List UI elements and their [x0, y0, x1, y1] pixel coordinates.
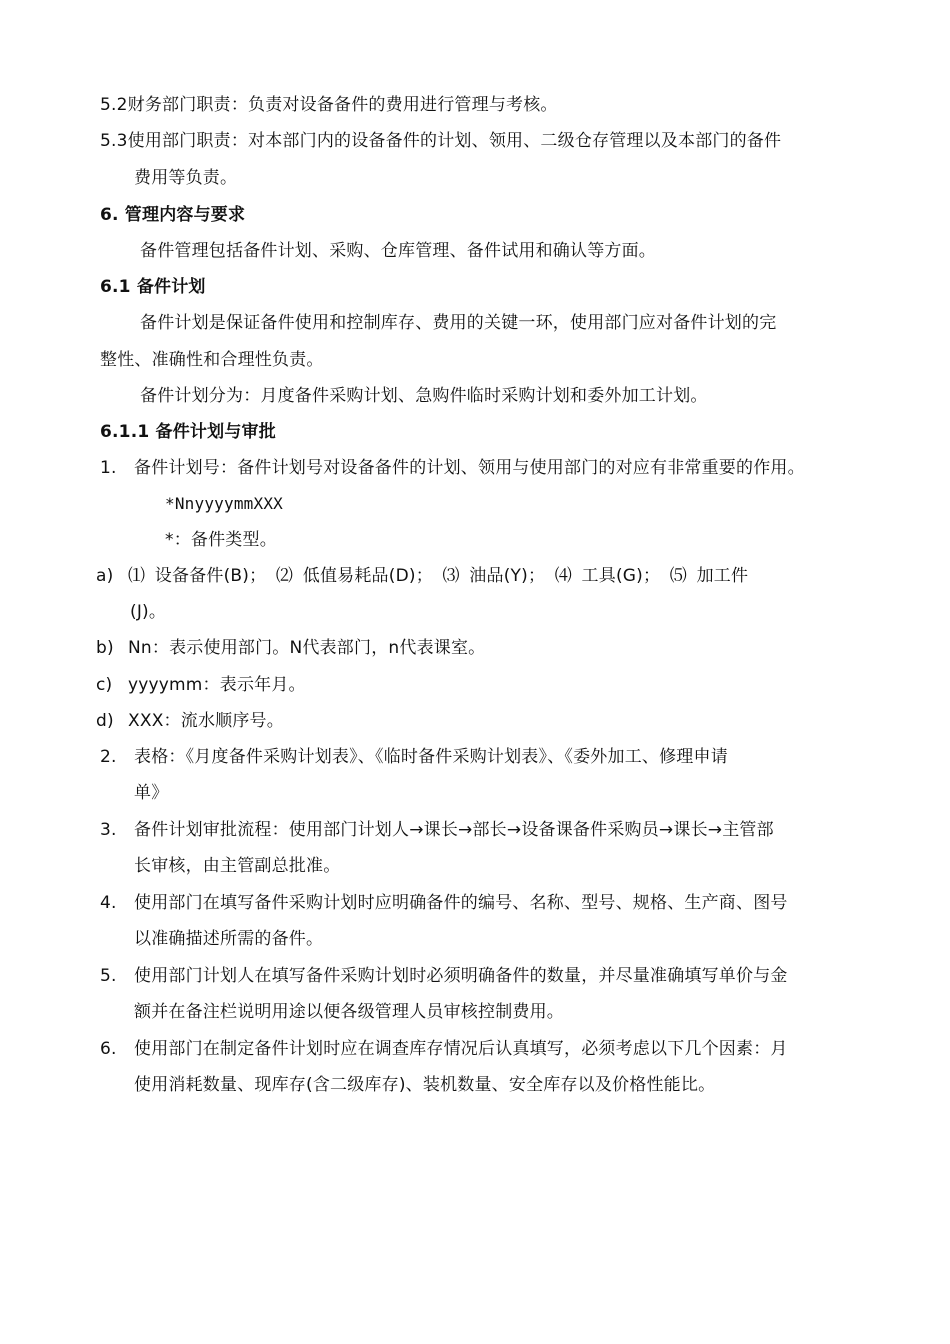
list-item-text: 备件计划审批流程：使用部门计划人→课长→部长→设备课备件采购员→课长→主管部 [134, 820, 774, 840]
sub-item-text: yyyymm：表示年月。 [128, 675, 306, 695]
list-item-text: 长审核，由主管副总批准。 [134, 856, 341, 876]
list-item-text: 使用部门在制定备件计划时应在调查库存情况后认真填写，必须考虑以下几个因素：月 [134, 1039, 788, 1059]
list-item-number: 4. [100, 893, 117, 913]
sub-item-text: ⑴ 设备备件(B)； ⑵ 低值易耗品(D)； ⑶ 油品(Y)； ⑷ 工具(G)； ⑸ 加工件 [128, 566, 749, 586]
section-5-2: 5.2财务部门职责：负责对设备备件的费用进行管理与考核。 [100, 95, 558, 115]
section-6-intro: 备件管理包括备件计划、采购、仓库管理、备件试用和确认等方面。 [140, 241, 656, 261]
list-item-number: 3. [100, 820, 117, 840]
list-item-text: 单》 [134, 783, 169, 803]
code-format: *NnyyyymmXXX [165, 494, 283, 513]
list-item-number: 5. [100, 966, 117, 986]
list-item-text: 额并在备注栏说明用途以便各级管理人员审核控制费用。 [134, 1002, 564, 1022]
sub-item-letter: a) [96, 566, 114, 586]
sub-item-text: Nn：表示使用部门。N代表部门，n代表课室。 [128, 638, 486, 658]
list-item-text: 备件计划号：备件计划号对设备备件的计划、领用与使用部门的对应有非常重要的作用。 [134, 458, 805, 478]
list-item-text: 使用消耗数量、现库存(含二级库存)、装机数量、安全库存以及价格性能比。 [134, 1075, 716, 1095]
sub-item-letter: d) [96, 711, 114, 731]
list-item-text: 使用部门在填写备件采购计划时应明确备件的编号、名称、型号、规格、生产商、图号 [134, 893, 788, 913]
section-6-heading: 6. 管理内容与要求 [100, 205, 246, 225]
list-item-text: 使用部门计划人在填写备件采购计划时必须明确备件的数量，并尽量准确填写单价与金 [134, 966, 788, 986]
list-item-text: 以准确描述所需的备件。 [134, 929, 324, 949]
list-item-number: 2. [100, 747, 117, 767]
sub-item-text: XXX：流水顺序号。 [128, 711, 284, 731]
section-6-1-para2: 备件计划分为：月度备件采购计划、急购件临时采购计划和委外加工计划。 [140, 386, 708, 406]
section-5-3-line2: 费用等负责。 [134, 168, 238, 188]
section-6-1-1-heading: 6.1.1 备件计划与审批 [100, 422, 276, 442]
sub-item-letter: b) [96, 638, 114, 658]
section-6-1-para1-line2: 整性、准确性和合理性负责。 [100, 350, 324, 370]
list-item-text: 表格：《月度备件采购计划表》、《临时备件采购计划表》、《委外加工、修理申请 [134, 747, 728, 767]
sub-item-text: (J)。 [130, 602, 167, 622]
sub-item-letter: c) [96, 675, 113, 695]
list-item-number: 1. [100, 458, 117, 478]
section-6-1-heading: 6.1 备件计划 [100, 277, 206, 297]
code-note: *：备件类型。 [165, 530, 277, 550]
section-6-1-para1-line1: 备件计划是保证备件使用和控制库存、费用的关键一环，使用部门应对备件计划的完 [140, 313, 777, 333]
list-item-number: 6. [100, 1039, 117, 1059]
section-5-3-line1: 5.3使用部门职责：对本部门内的设备备件的计划、领用、二级仓存管理以及本部门的备件 [100, 131, 782, 151]
